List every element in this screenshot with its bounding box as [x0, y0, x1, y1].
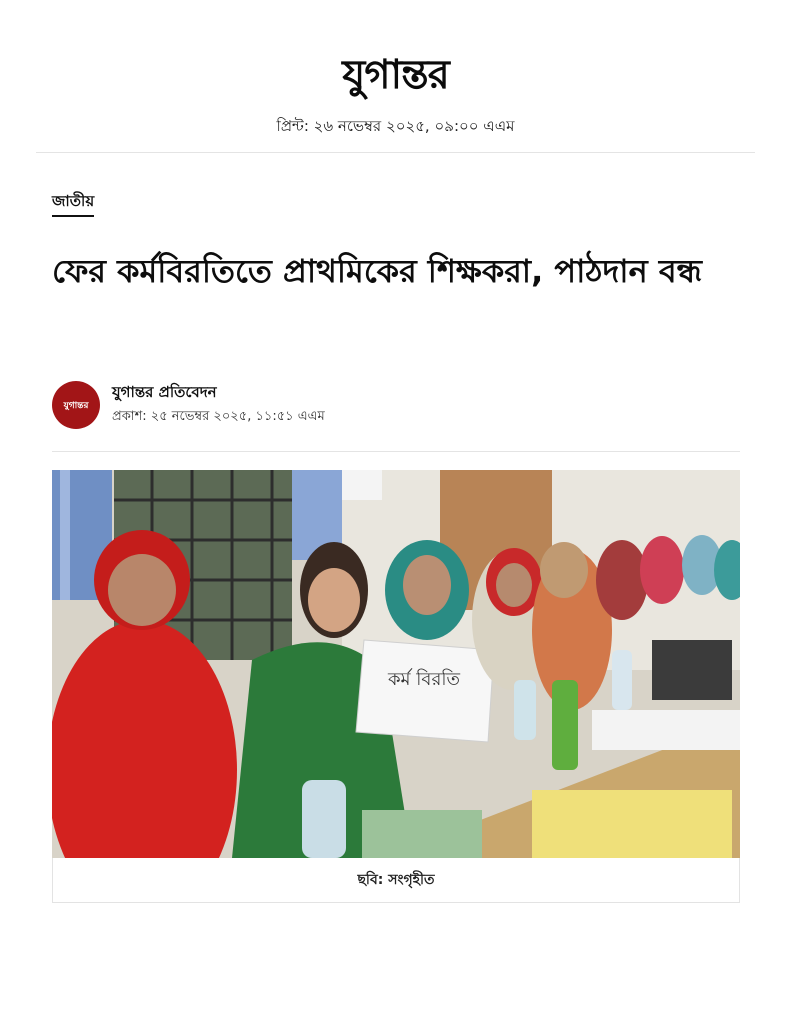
byline-divider — [52, 451, 740, 452]
author-name[interactable]: যুগান্তর প্রতিবেদন — [112, 383, 217, 401]
photo-sign-text: কর্ম বিরতি — [387, 669, 461, 690]
published-date: প্রকাশ: ২৫ নভেম্বর ২০২৫, ১১:৫১ এএম — [112, 409, 325, 424]
byline — [52, 380, 742, 432]
print-date: প্রিন্ট: ২৬ নভেম্বর ২০২৫, ০৯:০০ এএম — [276, 117, 515, 135]
header-divider — [36, 152, 755, 153]
masthead — [0, 0, 791, 152]
site-logo[interactable]: যুগান্তর — [342, 51, 449, 98]
article-headline: ফের কর্মবিরতিতে প্রাথমিকের শিক্ষকরা, পাঠদান বন্ধ — [52, 252, 702, 290]
photo-caption: ছবি: সংগৃহীত — [52, 858, 740, 903]
photo-illustration — [52, 470, 740, 858]
category-link[interactable]: জাতীয় — [52, 191, 94, 217]
article-photo[interactable] — [52, 470, 740, 858]
author-avatar[interactable]: যুগান্তর — [52, 381, 100, 429]
